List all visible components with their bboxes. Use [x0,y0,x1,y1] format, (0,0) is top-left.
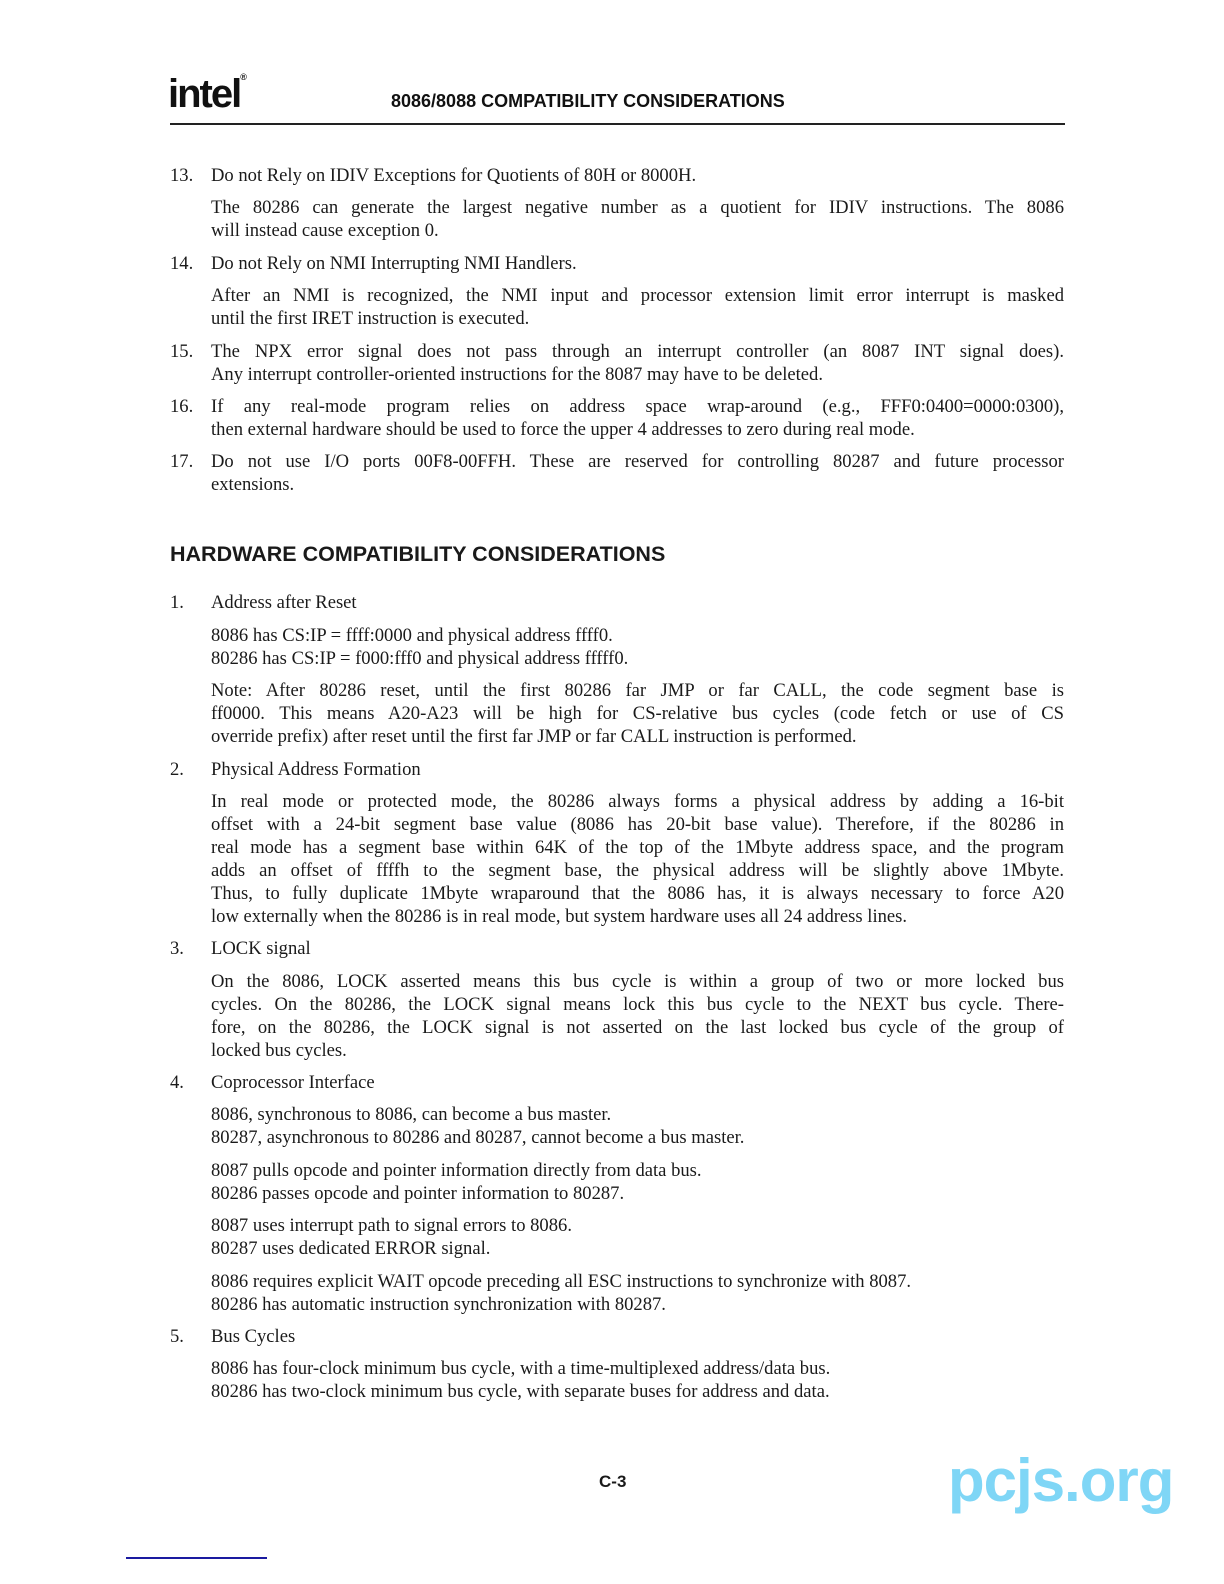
item-number: 15. [170,340,194,362]
text-line: 80286 passes opcode and pointer information to 80287. [211,1182,625,1204]
page-content [170,164,1064,1403]
paragraph [211,1357,1064,1403]
item-number: 16. [170,395,194,417]
paragraph [211,395,1064,441]
text-line: adds an offset of ffffh to the segment base, the physical address will be slightly above 1Mbyte. [211,859,1064,881]
text-line: 80286 has two-clock minimum bus cycle, with separate buses for address and data. [211,1381,830,1403]
text-line: override prefix) after reset until the first far JMP or far CALL instruction is performed. [211,726,857,748]
text-line: 80286 has CS:IP = f000:fff0 and physical address fffff0. [211,647,629,669]
item-number: 2. [170,758,184,780]
page-number: C-3 [599,1472,627,1491]
list-item [170,591,1064,748]
item-body [211,937,1064,1061]
text-line: then external hardware should be used to force the upper 4 addresses to zero during real mode. [211,418,915,440]
text-line: 80286 has automatic instruction synchronization with 80287. [211,1293,666,1315]
text-line: will instead cause exception 0. [211,220,439,242]
text-line: Coprocessor Interface [211,1072,375,1094]
text-line: Do not use I/O ports 00F8-00FFH. These are reserved for controlling 80287 and future processor [211,451,1064,473]
paragraph [211,1214,1064,1260]
text-line: until the first IRET instruction is executed. [211,308,530,330]
list-item [170,340,1064,386]
text-line: offset with a 24-bit segment base value (8086 has 20-bit base value). Therefore, if the 80286 in [211,813,1064,835]
item-body [211,1071,1064,1316]
text-line: Thus, to fully duplicate 1Mbyte wraparound that the 8086 has, it is always necessary to force A20 [211,882,1064,904]
item-number: 5. [170,1326,184,1348]
item-body [211,340,1064,386]
item-title [211,758,1064,781]
item-body [211,164,1064,242]
text-line: 8086 requires explicit WAIT opcode preceding all ESC instructions to synchronize with 8087. [211,1270,912,1292]
text-line: fore, on the 80286, the LOCK signal is not asserted on the last locked bus cycle of the group of [211,1016,1064,1038]
item-number: 14. [170,252,194,274]
text-line: cycles. On the 80286, the LOCK signal means lock this bus cycle to the NEXT bus cycle. There- [211,993,1064,1015]
item-title [211,1071,1064,1094]
text-line: If any real-mode program relies on address space wrap-around (e.g., FFF0:0400=0000:0300), [211,395,1064,417]
bottom-link-line [126,1557,267,1559]
text-line: The NPX error signal does not pass through an interrupt controller (an 8087 INT signal does). [211,340,1064,362]
paragraph [211,1159,1064,1205]
item-body [211,395,1064,441]
text-line: 80287, asynchronous to 80286 and 80287, cannot become a bus master. [211,1127,745,1149]
item-title [211,164,1064,187]
list-item [170,1071,1064,1316]
item-number: 3. [170,938,184,960]
text-line: Do not Rely on NMI Interrupting NMI Handlers. [211,252,577,274]
list-item [170,758,1064,928]
item-title [211,252,1064,275]
paragraph [211,196,1064,242]
logo-text: intel [168,72,241,116]
paragraph [211,450,1064,496]
text-line: Bus Cycles [211,1326,296,1348]
paragraph [211,340,1064,386]
text-line: extensions. [211,474,295,496]
list-item [170,450,1064,496]
list-item [170,1325,1064,1403]
list-item [170,937,1064,1061]
text-line: locked bus cycles. [211,1039,347,1061]
text-line: 8086, synchronous to 8086, can become a bus master. [211,1104,612,1126]
paragraph [211,284,1064,330]
hardware-list [170,591,1064,1403]
text-line: After an NMI is recognized, the NMI input and processor extension limit error interrupt is masked [211,285,1064,307]
item-body [211,252,1064,330]
section-heading: HARDWARE COMPATIBILITY CONSIDERATIONS [170,542,666,567]
item-number: 13. [170,165,194,186]
list-item [170,164,1064,242]
item-number: 17. [170,451,194,473]
text-line: LOCK signal [211,938,311,960]
text-line: 8086 has CS:IP = ffff:0000 and physical address ffff0. [211,624,613,646]
list-item [170,395,1064,441]
paragraph [211,790,1064,928]
text-line: Any interrupt controller-oriented instructions for the 8087 may have to be deleted. [211,363,824,385]
text-line: Address after Reset [211,592,357,614]
item-body [211,450,1064,496]
item-title [211,937,1064,960]
text-line: Do not Rely on IDIV Exceptions for Quotients of 80H or 8000H. [211,165,697,186]
text-line: 80287 uses dedicated ERROR signal. [211,1238,491,1260]
page-header-title: 8086/8088 COMPATIBILITY CONSIDERATIONS [391,91,785,111]
text-line: real mode has a segment base within 64K of the top of the 1Mbyte address space, and the program [211,836,1064,858]
text-line: 8086 has four-clock minimum bus cycle, with a time-multiplexed address/data bus. [211,1358,831,1380]
text-line: 8087 uses interrupt path to signal errors to 8086. [211,1215,572,1237]
item-title [211,1325,1064,1348]
paragraph [211,679,1064,748]
text-line: low externally when the 80286 is in real mode, but system hardware uses all 24 address lines. [211,905,908,927]
watermark: pcjs.org [948,1447,1174,1514]
item-title [211,591,1064,614]
item-number: 1. [170,592,184,614]
text-line: Physical Address Formation [211,758,421,780]
text-line: Note: After 80286 reset, until the first 80286 far JMP or far CALL, the code segment base is [211,680,1064,702]
item-body [211,1325,1064,1403]
software-list [170,164,1064,496]
item-number: 4. [170,1072,184,1094]
text-line: The 80286 can generate the largest negative number as a quotient for IDIV instructions. The 8086 [211,197,1064,219]
text-line: ff0000. This means A20-A23 will be high for CS-relative bus cycles (code fetch or use of CS [211,703,1064,725]
intel-logo: intel® [168,72,247,116]
paragraph [211,1103,1064,1149]
text-line: 8087 pulls opcode and pointer information directly from data bus. [211,1159,702,1181]
text-line: In real mode or protected mode, the 80286 always forms a physical address by adding a 16-bit [211,790,1064,812]
item-body [211,591,1064,748]
list-item [170,252,1064,330]
text-line: On the 8086, LOCK asserted means this bus cycle is within a group of two or more locked bus [211,970,1064,992]
paragraph [211,1270,1064,1316]
item-body [211,758,1064,928]
header-rule [170,123,1065,125]
paragraph [211,970,1064,1062]
paragraph [211,624,1064,670]
